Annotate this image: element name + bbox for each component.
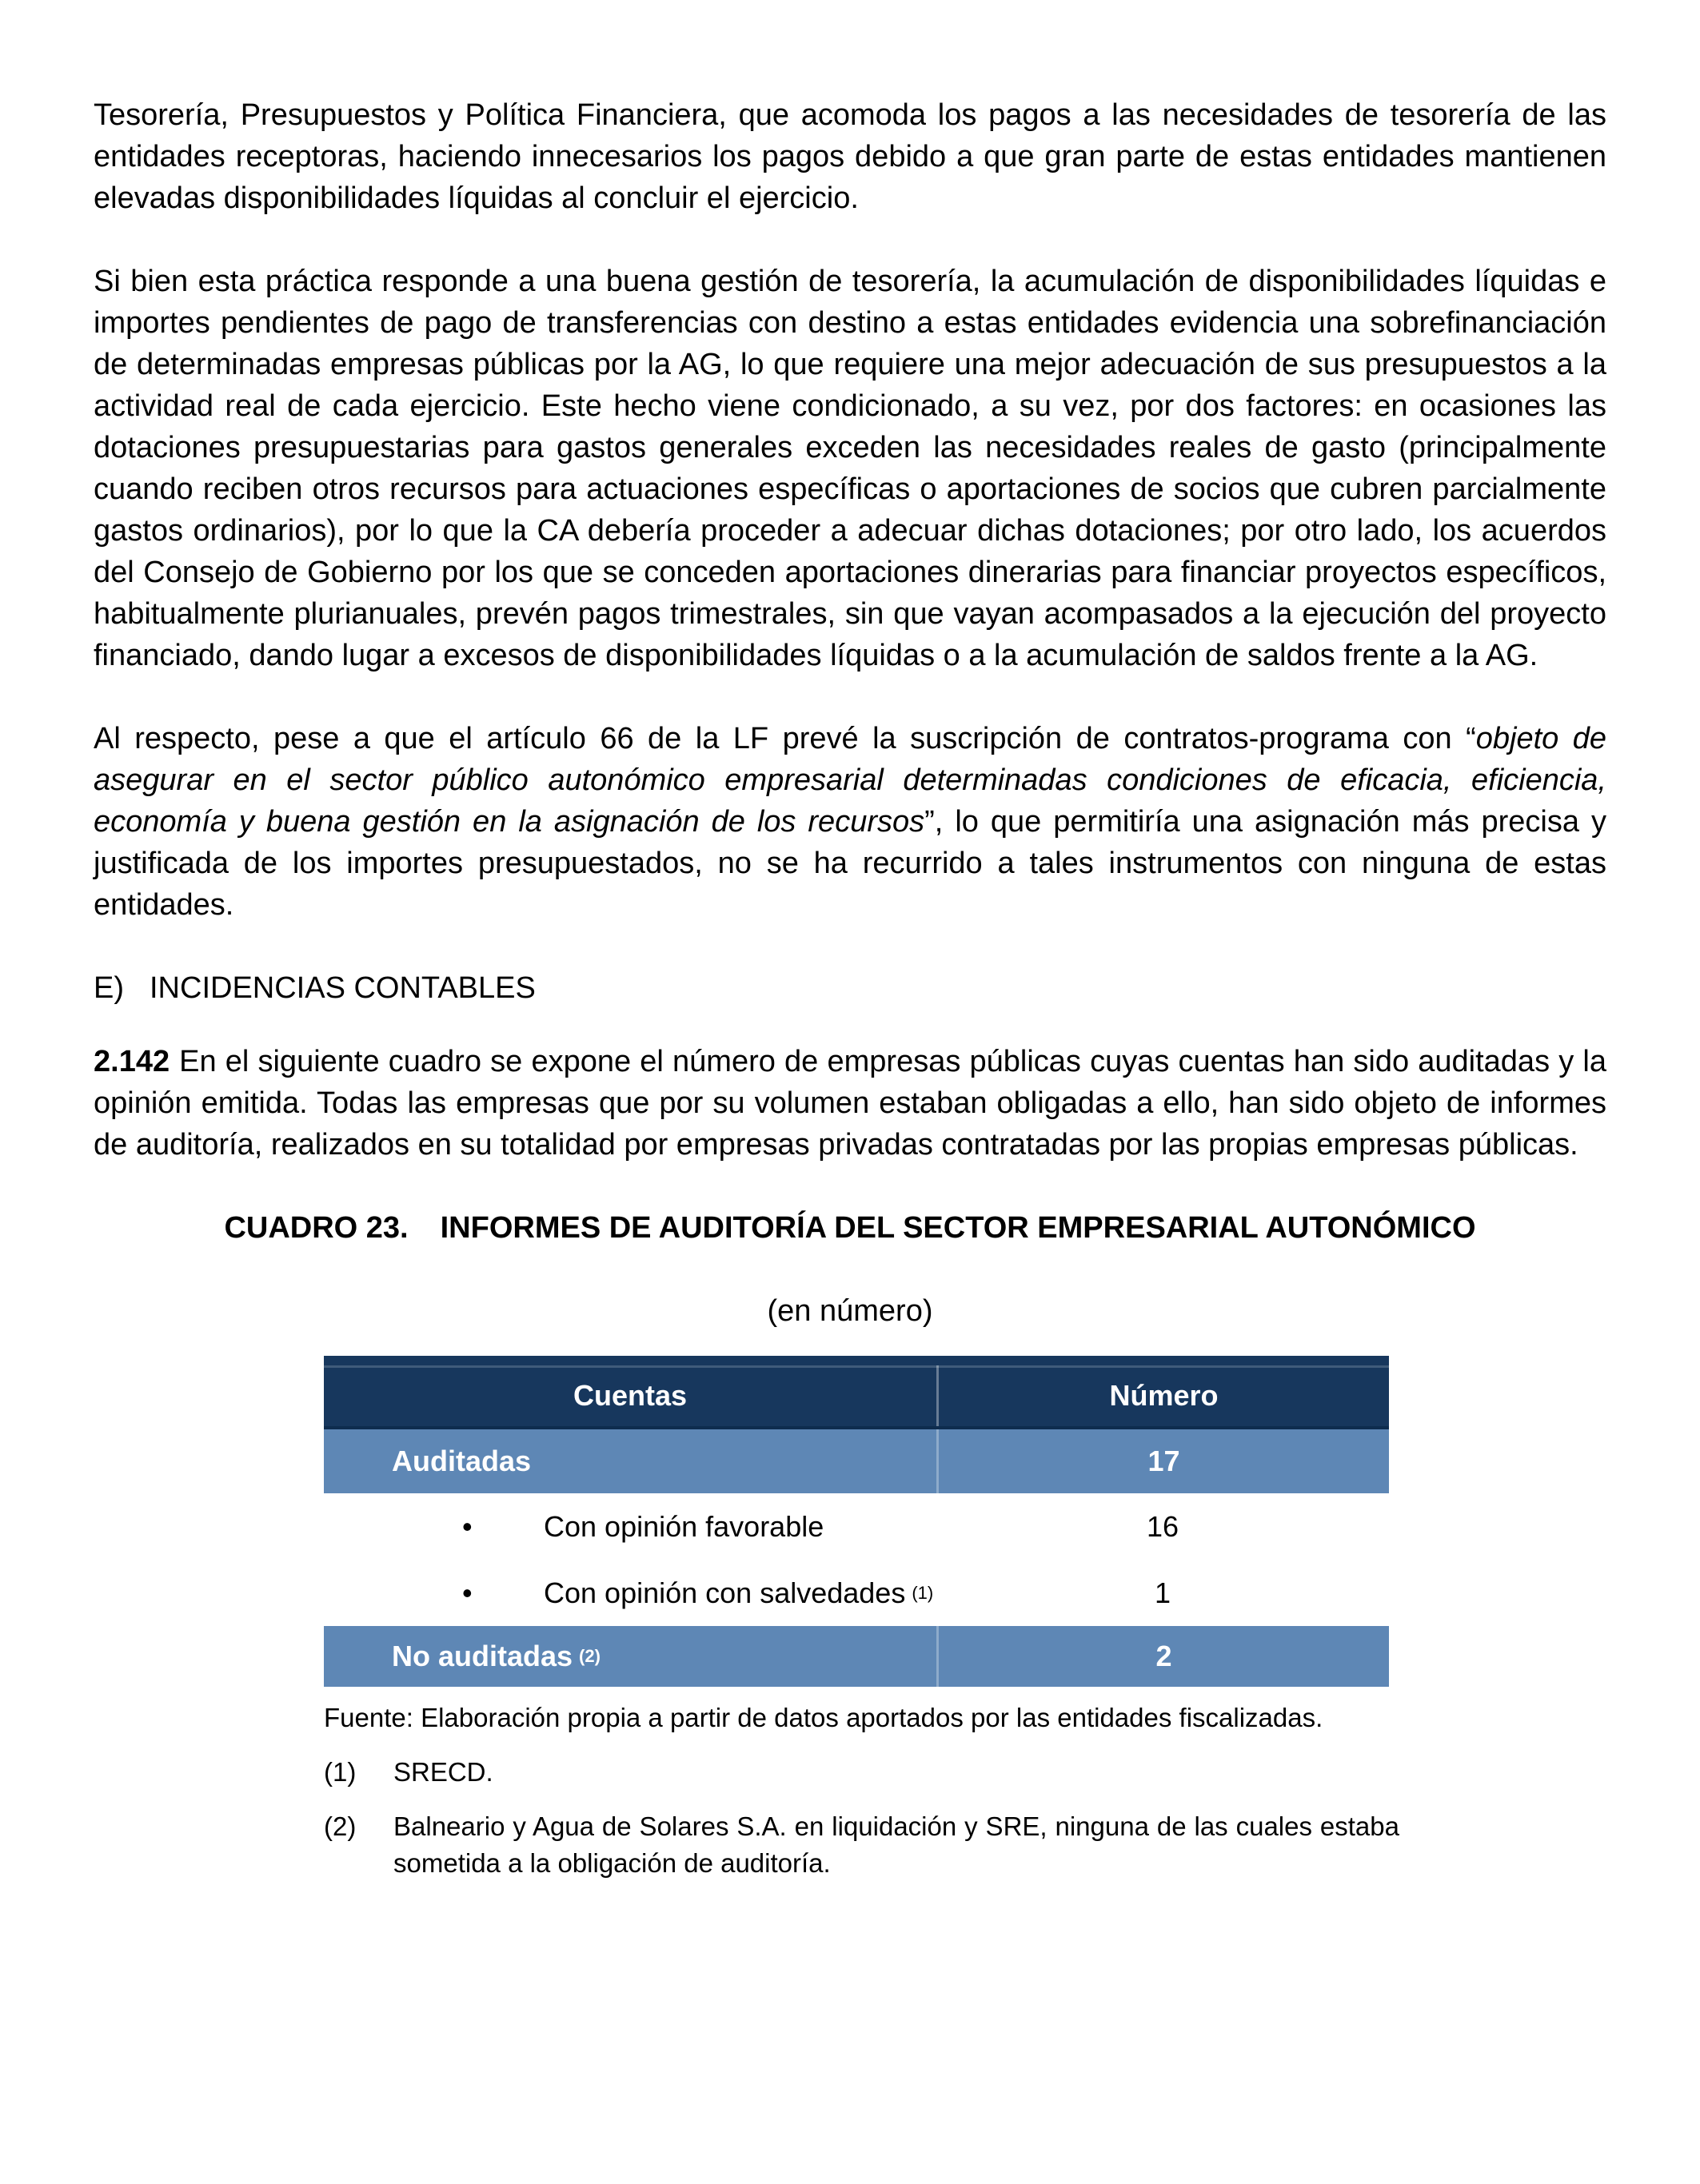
table-unit-note: (en número) xyxy=(767,1294,933,1328)
footnote-marker: (2) xyxy=(324,1811,357,1841)
paragraph-number: 2.142 xyxy=(94,1045,170,1078)
paragraph-2142 xyxy=(94,1041,1606,1166)
row-label: Con opinión favorable xyxy=(544,1509,824,1543)
footnote-1 xyxy=(324,1754,1606,1791)
row-label-cell: • Con opinión con salvedades (1) xyxy=(462,1576,934,1609)
bullet-icon: • xyxy=(462,1576,473,1609)
row-label: Con opinión con salvedades xyxy=(544,1576,906,1609)
paragraph-tesoreria: Tesorería, Presupuestos y Política Financiera, que acomoda los pagos a las necesidades de tesorería de las entidades receptoras, haciendo innecesarios los pagos debido a que gran parte de estas entidades mantienen elevadas disponibilidades líquidas al concluir el ejercicio. xyxy=(94,98,1606,215)
paragraph-al-respecto-tail: ”, lo que permitiría una asignación más precisa y justificada de los importes presupuestados, no se ha recurrido a tales instrumentos con ninguna de estas entidades. xyxy=(94,805,1606,922)
audit-reports-table xyxy=(324,1356,1389,1687)
paragraph-si-bien: Si bien esta práctica responde a una buena gestión de tesorería, la acumulación de disponibilidades líquidas e importes pendientes de pago de transferencias con destino a estas entidades evidencia una sobrefinanciación de determinadas empresas públicas por la AG, lo que requiere una mejor adecuación de sus presupuestos a la actividad real de cada ejercicio. Este hecho viene condicionado, a su vez, por dos factores: en ocasiones las dotaciones presupuestarias para gastos generales exceden las necesidades reales de gasto (principalmente cuando reciben otros recursos para actuaciones específicas o aportaciones de socios que cubren parcialmente gastos ordinarios), por lo que la CA debería proceder a adecuar dichas dotaciones; por otro lado, los acuerdos del Consejo de Gobierno por los que se conceden aportaciones dinerarias para financiar proyectos específicos, habitualmente plurianuales, prevén pagos trimestrales, sin que vayan acompasados a la ejecución del proyecto financiado, dando lugar a excesos de disponibilidades líquidas o a la acumulación de saldos frente a la AG. xyxy=(94,265,1606,672)
footnote-text: Balneario y Agua de Solares S.A. en liquidación y SRE, ninguna de las cuales estaba sometida a la obligación de auditoría. xyxy=(393,1811,1399,1878)
table-row-opinion-favorable xyxy=(324,1493,1389,1560)
column-header-cuentas: Cuentas xyxy=(573,1379,688,1412)
row-value-cell: 1 xyxy=(1154,1576,1171,1609)
table-row-auditadas xyxy=(324,1429,1389,1493)
section-title: INCIDENCIAS CONTABLES xyxy=(150,971,536,1005)
row-label: No auditadas xyxy=(392,1640,573,1672)
row-label-cell xyxy=(324,1493,936,1560)
paragraph-al-respecto-lead: Al respecto, pese a que el artículo 66 de la LF prevé la suscripción de contratos-programa con “ xyxy=(94,722,1476,755)
paragraph-2142-text: En el siguiente cuadro se expone el número de empresas públicas cuyas cuentas han sido auditadas y la opinión emitida. Todas las empresas que por su volumen estaban obligadas a ello, han sido objeto de informes de auditoría, realizados en su totalidad por empresas privadas contratadas por las propias empresas públicas. xyxy=(94,1045,1606,1162)
row-label-cell xyxy=(324,1429,936,1493)
table-row-no-auditadas xyxy=(324,1626,1389,1687)
table-caption-title: INFORMES DE AUDITORÍA DEL SECTOR EMPRESARIAL AUTONÓMICO xyxy=(440,1211,1476,1245)
table-header-row xyxy=(324,1356,1389,1429)
table-row-opinion-salvedades xyxy=(324,1560,1389,1626)
row-value-cell: 16 xyxy=(1146,1509,1179,1543)
bullet-icon: • xyxy=(462,1509,473,1543)
table-caption xyxy=(94,1207,1606,1249)
quoted-italic-text: objeto de asegurar en el sector público autonómico empresarial determinadas condiciones de eficacia, eficiencia, economía y buena gestión en la asignación de los recursos xyxy=(94,722,1606,839)
paragraph-al-respecto xyxy=(94,718,1606,926)
column-header-numero: Número xyxy=(936,1365,1389,1426)
section-heading xyxy=(94,967,1606,1009)
row-label-cell: No auditadas (2) xyxy=(392,1640,601,1672)
row-value-cell: 17 xyxy=(936,1429,1389,1493)
row-label: Auditadas xyxy=(392,1445,532,1477)
source-note: Fuente: Elaboración propia a partir de datos aportados por las entidades fiscalizadas. xyxy=(324,1703,1323,1732)
row-value-cell: 2 xyxy=(936,1626,1389,1687)
section-letter: E) xyxy=(94,971,124,1005)
footnote-2 xyxy=(324,1808,1606,1882)
table-caption-label: CUADRO 23. xyxy=(224,1211,409,1245)
footnote-text: SRECD. xyxy=(393,1757,493,1787)
footnote-marker: (1) xyxy=(324,1757,357,1787)
